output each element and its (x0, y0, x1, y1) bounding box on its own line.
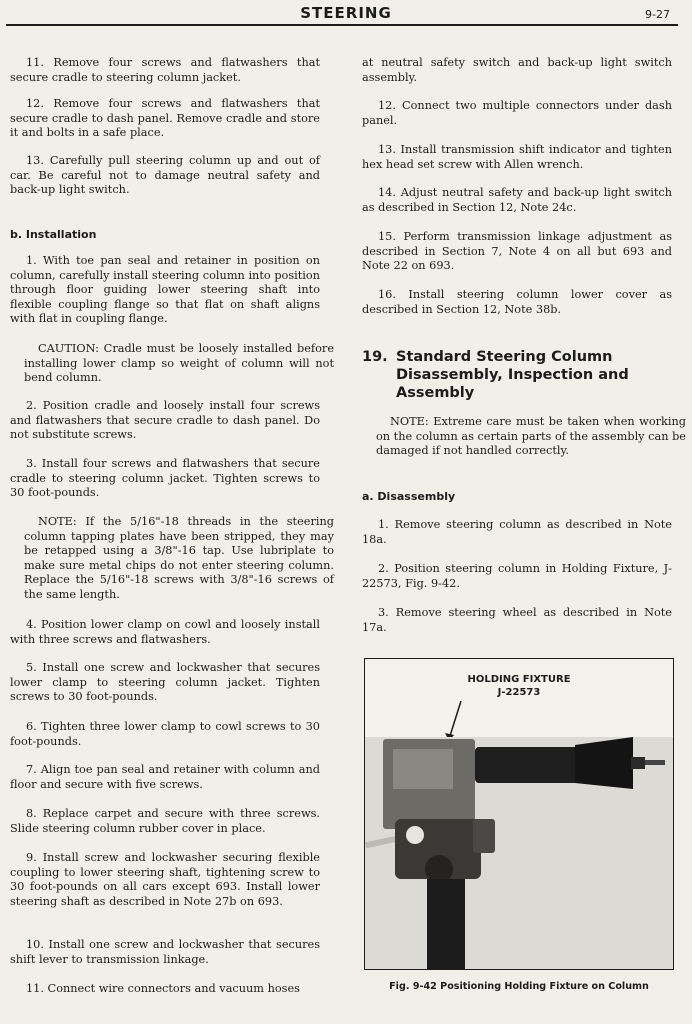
install-step-11: 11. Connect wire connectors and vacuum hoses (26, 982, 300, 995)
holding-fixture-photo (365, 659, 673, 969)
figure-caption: Fig. 9-42 Positioning Holding Fixture on Column (389, 981, 649, 992)
install-step-7: 7. Align toe pan seal and retainer with column and floor and secure with five screws. (10, 763, 320, 791)
disassembly-step-1: 1. Remove steering column as described in Note 18a. (362, 518, 672, 546)
install-step-6: 6. Tighten three lower clamp to cowl screws to 30 foot-pounds. (10, 720, 320, 748)
install-step-14: 14. Adjust neutral safety and back-up light switch as described in Section 12, Note 24c. (362, 186, 672, 214)
step-13-pull: 13. Carefully pull steering column up and out of car. Be careful not to damage neutral safety and back-up light switch. (10, 154, 320, 197)
install-step-12: 12. Connect two multiple connectors under dash panel. (362, 99, 672, 127)
install-step-13: 13. Install transmission shift indicator and tighten hex head set screw with Allen wrench. (362, 143, 672, 171)
install-step-10: 10. Install one screw and lockwasher that secures shift lever to transmission linkage. (10, 938, 320, 966)
extreme-care-note: NOTE: Extreme care must be taken when working on the column as certain parts of the assembly can be damaged if not handled correctly. (376, 415, 686, 458)
install-step-8: 8. Replace carpet and secure with three screws. Slide steering column rubber cover in place. (10, 807, 320, 835)
figure-label-line-2: J-22573 (497, 687, 541, 698)
disassembly-heading: a. Disassembly (362, 490, 456, 503)
figure-9-42 (364, 658, 674, 970)
step-12-remove: 12. Remove four screws and flatwashers that secure cradle to dash panel. Remove cradle and store it and bolts in a safe place. (10, 97, 320, 140)
section-number: 19. (362, 349, 388, 365)
install-step-5: 5. Install one screw and lockwasher that secures lower clamp to steering column jacket. Tighten screws to 30 foot-pounds. (10, 661, 320, 704)
caution-note: CAUTION: Cradle must be loosely installed before installing lower clamp so weight of column will not bend column. (24, 342, 334, 385)
header-title: STEERING (300, 4, 392, 22)
header-rule (6, 24, 678, 26)
install-step-2: 2. Position cradle and loosely install four screws and flatwashers that secure cradle to dash panel. Do not substitute screws. (10, 399, 320, 442)
disassembly-step-2: 2. Position steering column in Holding Fixture, J-22573, Fig. 9-42. (362, 562, 672, 590)
page-number: 9-27 (645, 8, 670, 21)
disassembly-step-3: 3. Remove steering wheel as described in Note 17a. (362, 606, 672, 634)
step-11-remove: 11. Remove four screws and flatwashers that secure cradle to steering column jacket. (10, 56, 320, 84)
install-step-4: 4. Position lower clamp on cowl and loosely install with three screws and flatwashers. (10, 618, 320, 646)
section-title: Standard Steering Column Disassembly, Inspection and Assembly (396, 349, 629, 401)
threads-note: NOTE: If the 5/16"-18 threads in the steering column tapping plates have been stripped, they may be retapped using a 3/8"-16 tap. Use lubriplate to make sure metal chips do not enter steering column. Replace the 5/16"-18 screws with 3/8"-16 screws of the same length. (24, 515, 334, 601)
installation-heading: b. Installation (10, 228, 97, 241)
install-step-1: 1. With toe pan seal and retainer in position on column, carefully install steering column into position through floor guiding lower steering shaft into flexible coupling flange so that flat on shaft aligns with flat in coupling flange. (10, 254, 320, 326)
install-step-16: 16. Install steering column lower cover as described in Section 12, Note 38b. (362, 288, 672, 316)
install-step-15: 15. Perform transmission linkage adjustment as described in Section 7, Note 4 on all but 693 and Note 22 on 693. (362, 230, 672, 273)
install-step-3: 3. Install four screws and flatwashers that secure cradle to steering column jacket. Tighten screws to 30 foot-pounds. (10, 457, 320, 500)
step-11-continued: at neutral safety switch and back-up light switch assembly. (362, 56, 672, 84)
install-step-9: 9. Install screw and lockwasher securing flexible coupling to lower steering shaft, tightening screw to 30 foot-pounds on all cars except 693. Install lower steering shaft as described in Note 27b on 693. (10, 851, 320, 908)
figure-label-line-1: HOLDING FIXTURE (467, 674, 571, 685)
